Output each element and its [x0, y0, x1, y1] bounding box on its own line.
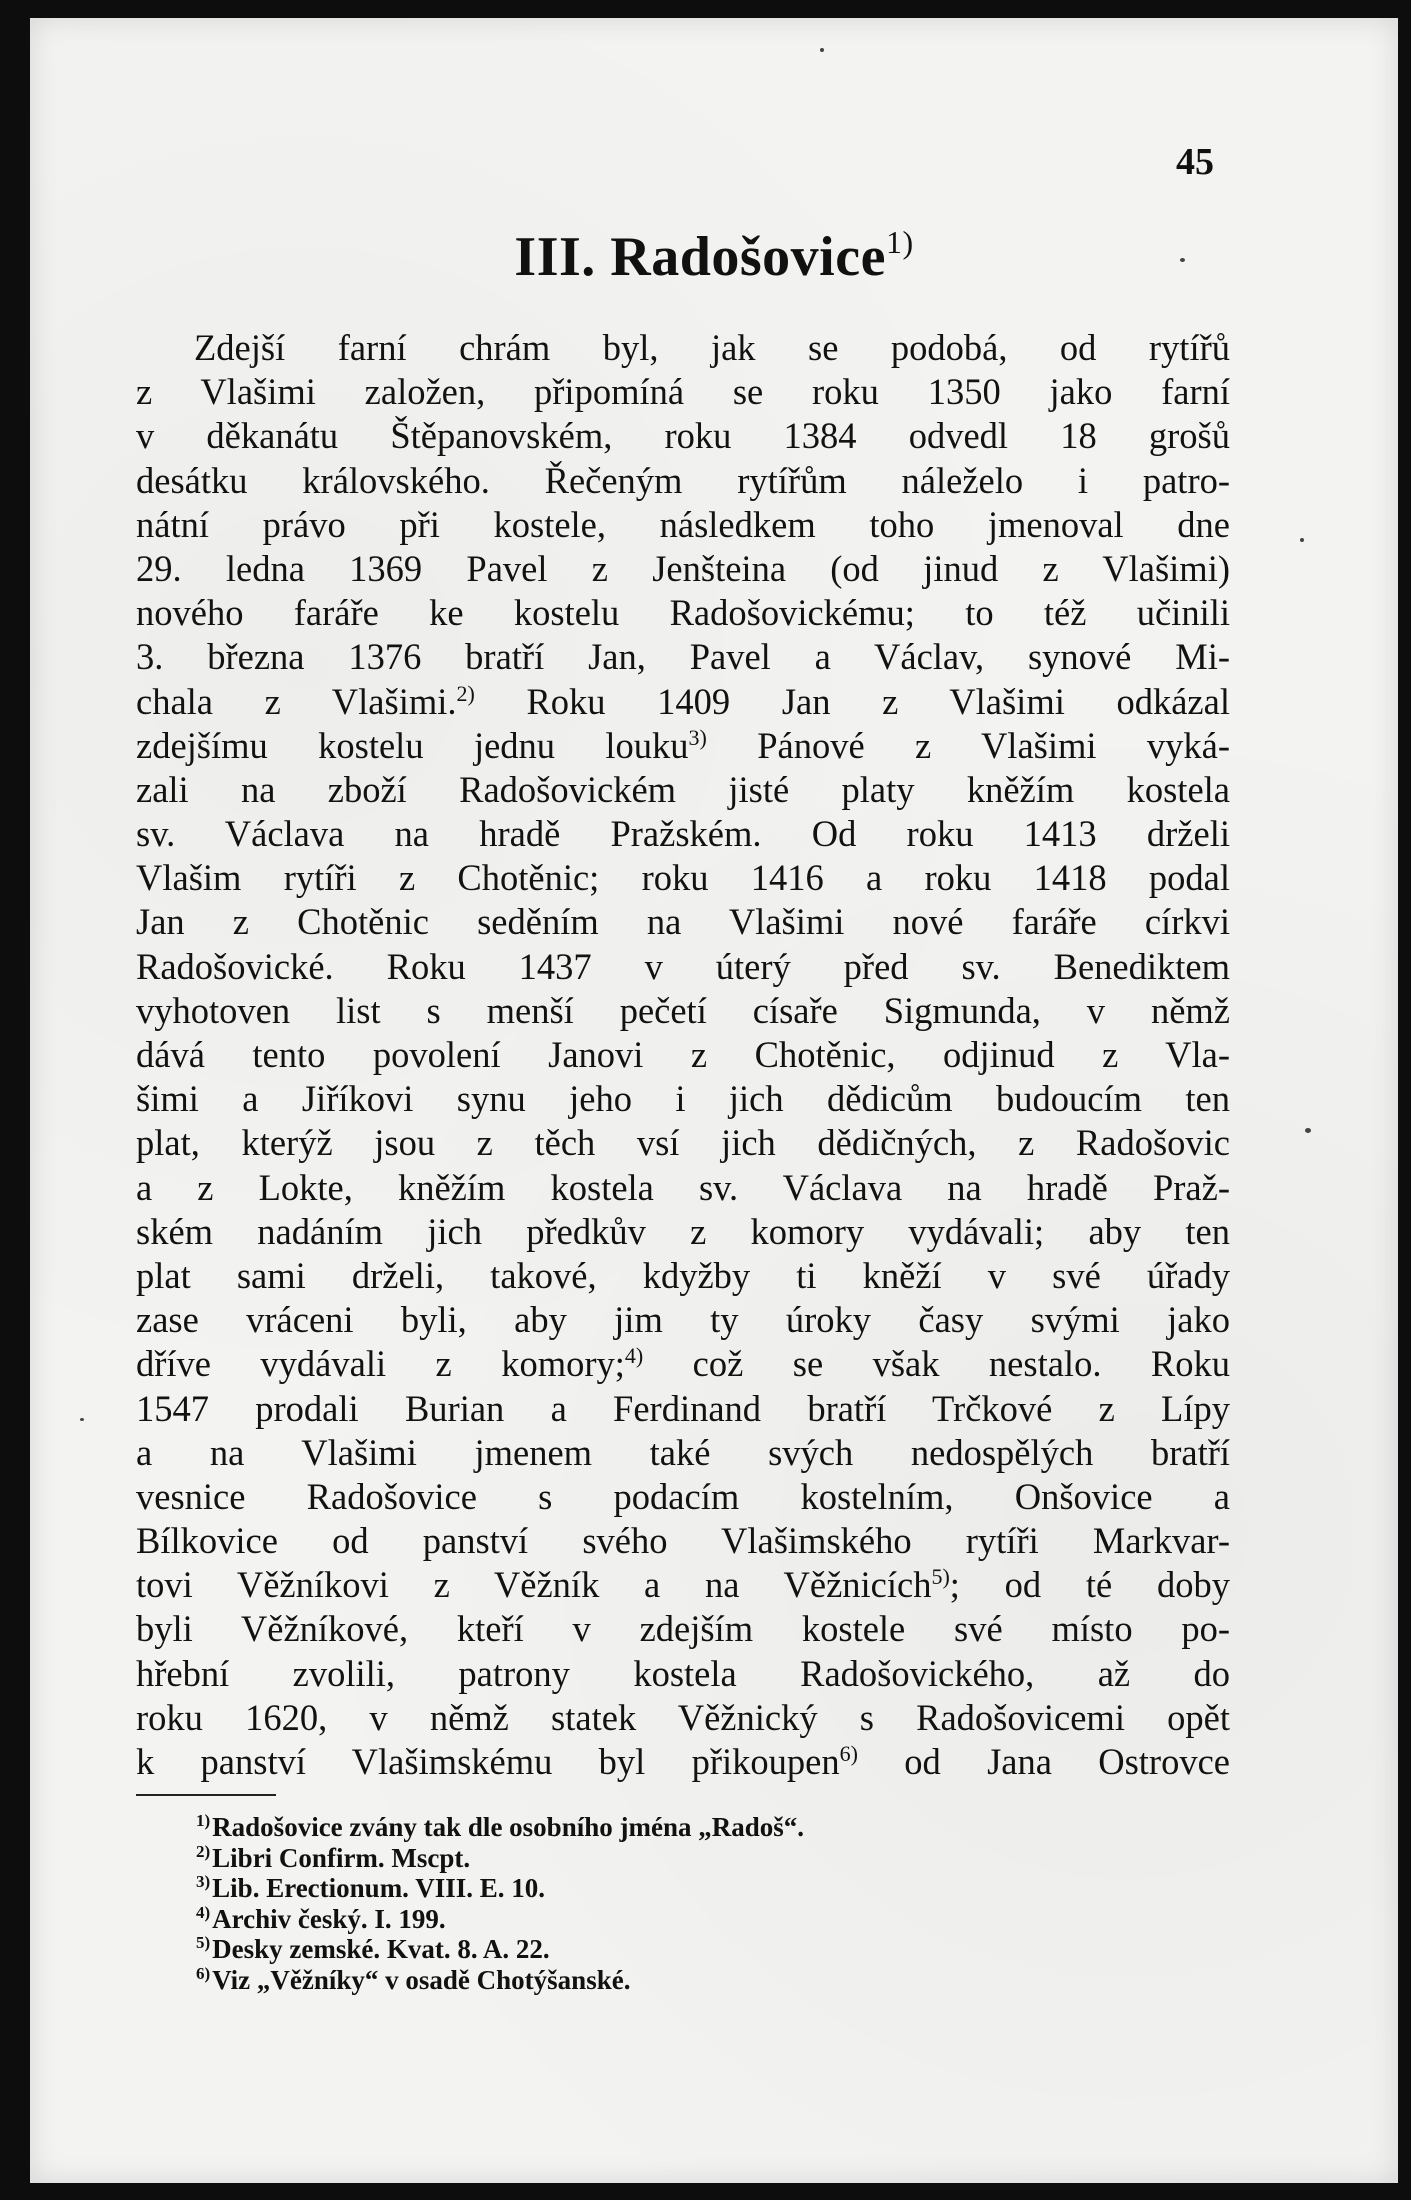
line-text: byli Věžníkové, kteří v zdejším kostele své místo po- [136, 1608, 1230, 1650]
line-text: hřební zvolili, patrony kostela Radošovického, až do [136, 1652, 1230, 1694]
footnote-item [196, 1812, 804, 1843]
line-text: plat, kterýž jsou z těch vsí jich dědičných, z Radošovic [136, 1122, 1230, 1164]
footnote-ref: 4) [624, 1343, 644, 1369]
line-text: šimi a Jiříkovi synu jeho i jich dědicům budoucím ten [136, 1078, 1230, 1120]
text-line [136, 812, 1230, 856]
line-text: v děkanátu Štěpanovském, roku 1384 odvedl 18 grošů [136, 415, 1230, 457]
text-line [136, 1121, 1230, 1165]
line-text: Bílkovice od panství svého Vlašimského rytíři Markvar- [136, 1520, 1230, 1562]
text-line [136, 1077, 1230, 1121]
chapter-note-mark: 1) [885, 224, 914, 260]
footnote-text: Libri Confirm. Mscpt. [212, 1842, 471, 1873]
footnote-item [196, 1904, 804, 1935]
text-line [136, 1431, 1230, 1475]
book-page [30, 18, 1398, 2183]
line-text-after: Roku 1409 Jan z Vlašimi odkázal [474, 680, 1230, 722]
text-line [136, 1475, 1230, 1519]
text-line [136, 547, 1230, 591]
text-line [136, 1033, 1230, 1077]
text-line [136, 591, 1230, 635]
footnote-text: Lib. Erectionum. VIII. E. 10. [212, 1873, 545, 1904]
scan-speck [1305, 1128, 1311, 1133]
line-text: Zdejší farní chrám byl, jak se podobá, od rytířů [194, 327, 1230, 368]
text-line [136, 680, 1230, 724]
line-text: a na Vlašimi jmenem také svých nedospělých bratří [136, 1431, 1230, 1473]
footnote-ref: 5) [931, 1564, 950, 1590]
line-text: nátní právo při kostele, následkem toho jmenoval dne [136, 503, 1230, 545]
text-line [136, 370, 1230, 414]
text-line [136, 1298, 1230, 1342]
body-text [136, 326, 1230, 1784]
footnotes [196, 1812, 804, 1996]
line-text: dává tento povolení Janovi z Chotěnic, odjinud z Vla- [136, 1034, 1230, 1075]
footnote-mark: 5) [196, 1933, 211, 1953]
text-line [136, 1607, 1230, 1651]
text-line [136, 768, 1230, 812]
text-line [136, 724, 1230, 768]
line-text-after: Pánové z Vlašimi vyká- [706, 724, 1230, 766]
line-text: sv. Václava na hradě Pražském. Od roku 1413 drželi [136, 813, 1230, 855]
line-text: ském nadáním jich předkův z komory vydávali; aby ten [136, 1210, 1230, 1252]
text-line [136, 1387, 1230, 1431]
text-line [136, 1519, 1230, 1563]
line-text: chala z Vlašimi. [136, 680, 457, 722]
text-line [136, 414, 1230, 458]
text-line [136, 1696, 1230, 1740]
chapter-title-text: III. Radošovice [514, 226, 886, 288]
line-text: Radošovické. Roku 1437 v úterý před sv. Benediktem [136, 945, 1230, 987]
text-line [136, 1342, 1230, 1386]
text-line [136, 503, 1230, 547]
line-text: k panství Vlašimskému byl přikoupen [136, 1741, 840, 1782]
text-line [136, 900, 1230, 944]
footnote-ref: 6) [839, 1741, 858, 1766]
footnote-text: Desky zemské. Kvat. 8. A. 22. [212, 1934, 550, 1965]
line-text: tovi Věžníkovi z Věžník a na Věžnicích [136, 1564, 932, 1606]
line-text: 29. ledna 1369 Pavel z Jenšteina (od jinud z Vlašimi) [136, 547, 1230, 589]
line-text: plat sami drželi, takové, kdyžby ti kněží v své úřady [136, 1254, 1230, 1296]
footnote-mark: 2) [196, 1841, 211, 1861]
text-line [136, 1166, 1230, 1210]
scan-speck [80, 1418, 84, 1421]
footnote-item [196, 1843, 804, 1874]
scan-speck [1300, 538, 1304, 542]
text-line [136, 635, 1230, 679]
line-text-after: což se však nestalo. Roku [643, 1343, 1230, 1385]
footnote-item [196, 1934, 804, 1965]
footnote-separator [136, 1794, 276, 1796]
line-text: vesnice Radošovice s podacím kostelním, Onšovice a [136, 1475, 1230, 1517]
text-line [136, 945, 1230, 989]
line-text: a z Lokte, kněžím kostela sv. Václava na hradě Praž- [136, 1166, 1230, 1208]
footnote-text: Viz „Věžníky“ v osadě Chotýšanské. [212, 1964, 631, 1995]
text-line [136, 1740, 1230, 1784]
page-number: 45 [1176, 141, 1214, 183]
line-text: Jan z Chotěnic seděním na Vlašimi nové faráře církvi [136, 901, 1230, 943]
line-text-after: od Jana Ostrovce [857, 1741, 1230, 1782]
footnote-item [196, 1873, 804, 1904]
line-text: 3. března 1376 bratří Jan, Pavel a Václav, synové Mi- [136, 636, 1230, 678]
footnote-mark: 4) [196, 1902, 211, 1922]
line-text: nového faráře ke kostelu Radošovickému; to též učinili [136, 592, 1230, 634]
text-line [136, 856, 1230, 900]
scan-speck [1180, 258, 1185, 262]
footnote-ref: 2) [456, 680, 475, 706]
line-text: roku 1620, v němž statek Věžnický s Radošovicemi opět [136, 1696, 1230, 1738]
line-text-after: ; od té doby [949, 1564, 1230, 1606]
footnote-text: Radošovice zvány tak dle osobního jména „Radoš“. [212, 1812, 804, 1842]
text-line [136, 326, 1230, 370]
footnote-item [196, 1965, 804, 1996]
footnote-text: Archiv český. I. 199. [212, 1903, 446, 1934]
chapter-title [30, 224, 1398, 289]
line-text: desátku královského. Řečeným rytířům náleželo i patro- [136, 459, 1230, 501]
footnote-ref: 3) [688, 724, 707, 750]
footnote-mark: 1) [196, 1811, 211, 1830]
text-line [136, 459, 1230, 503]
line-text: zase vráceni byli, aby jim ty úroky časy svými jako [136, 1299, 1230, 1341]
line-text: zdejšímu kostelu jednu louku [136, 724, 689, 766]
text-line [136, 1652, 1230, 1696]
text-line [136, 1563, 1230, 1607]
line-text: z Vlašimi založen, připomíná se roku 1350 jako farní [136, 371, 1230, 413]
line-text: Vlašim rytíři z Chotěnic; roku 1416 a roku 1418 podal [136, 857, 1230, 899]
text-line [136, 1210, 1230, 1254]
footnote-mark: 6) [196, 1963, 211, 1983]
line-text: 1547 prodali Burian a Ferdinand bratří Trčkové z Lípy [136, 1387, 1230, 1429]
line-text: vyhotoven list s menší pečetí císaře Sigmunda, v němž [136, 989, 1230, 1031]
line-text: dříve vydávali z komory; [136, 1343, 625, 1385]
text-line [136, 989, 1230, 1033]
scan-speck [820, 48, 824, 52]
footnote-mark: 3) [196, 1872, 211, 1892]
line-text: zali na zboží Radošovickém jisté platy kněžím kostela [136, 768, 1230, 810]
text-line [136, 1254, 1230, 1298]
